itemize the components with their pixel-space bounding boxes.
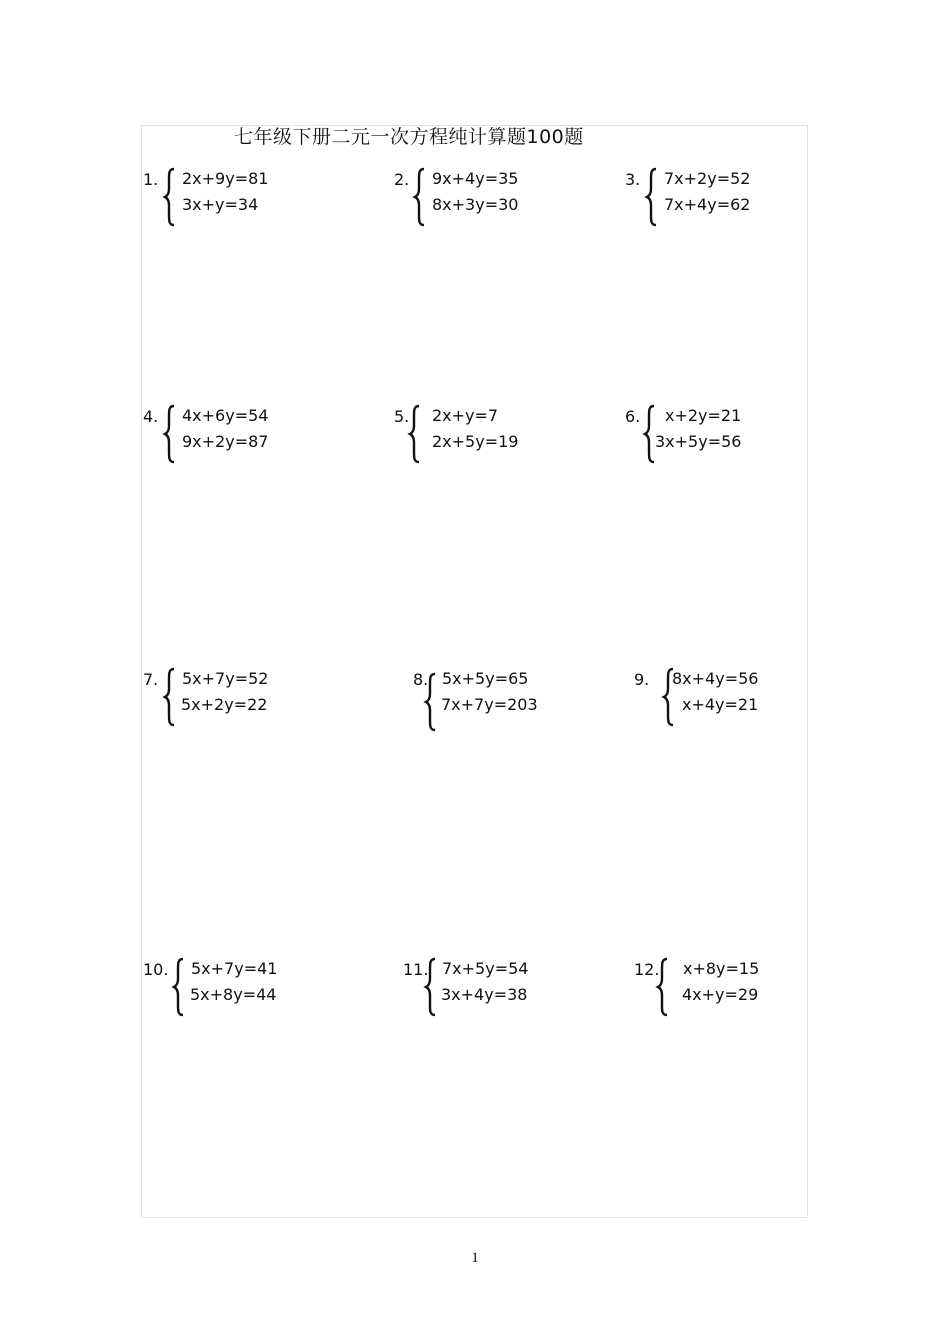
equation-1: x+2y=21 (665, 406, 742, 425)
equation-2: 5x+8y=44 (190, 985, 277, 1004)
equation-2: x+4y=21 (682, 695, 759, 714)
left-brace-icon (409, 404, 421, 464)
equation-2: 4x+y=29 (682, 985, 759, 1004)
left-brace-icon (164, 667, 176, 727)
equation-2: 7x+7y=203 (441, 695, 538, 714)
equation-1: 7x+2y=52 (664, 169, 751, 188)
equation-1: x+8y=15 (683, 959, 760, 978)
problem-number: 6. (625, 407, 641, 426)
left-brace-icon (646, 167, 658, 227)
equation-1: 4x+6y=54 (182, 406, 269, 425)
problem-number: 8. (413, 670, 429, 689)
page-title: 七年级下册二元一次方程纯计算题100题 (234, 126, 584, 148)
problem-number: 3. (625, 170, 641, 189)
equation-1: 5x+5y=65 (442, 669, 529, 688)
left-brace-icon (425, 672, 437, 732)
equation-2: 3x+5y=56 (655, 432, 742, 451)
left-brace-icon (173, 957, 185, 1017)
page-number: 1 (471, 1250, 479, 1266)
equation-2: 2x+5y=19 (432, 432, 519, 451)
equation-1: 2x+9y=81 (182, 169, 269, 188)
problem-number: 9. (634, 670, 650, 689)
left-brace-icon (164, 404, 176, 464)
equation-1: 2x+y=7 (432, 406, 499, 425)
left-brace-icon (425, 957, 437, 1017)
problem-number: 10. (143, 960, 169, 979)
left-brace-icon (164, 167, 176, 227)
equation-1: 9x+4y=35 (432, 169, 519, 188)
equation-1: 7x+5y=54 (442, 959, 529, 978)
problem-number: 1. (143, 170, 159, 189)
equation-1: 5x+7y=41 (191, 959, 278, 978)
equation-1: 5x+7y=52 (182, 669, 269, 688)
problem-number: 2. (394, 170, 410, 189)
left-brace-icon (414, 167, 426, 227)
equation-2: 7x+4y=62 (664, 195, 751, 214)
equation-2: 9x+2y=87 (182, 432, 269, 451)
equation-2: 8x+3y=30 (432, 195, 519, 214)
left-brace-icon (657, 957, 669, 1017)
equation-2: 3x+4y=38 (441, 985, 528, 1004)
problem-number: 4. (143, 407, 159, 426)
problem-number: 11. (403, 960, 429, 979)
equation-2: 3x+y=34 (182, 195, 259, 214)
problem-number: 7. (143, 670, 159, 689)
problem-number: 12. (634, 960, 660, 979)
equation-1: 8x+4y=56 (672, 669, 759, 688)
equation-2: 5x+2y=22 (181, 695, 268, 714)
problem-number: 5. (394, 407, 410, 426)
